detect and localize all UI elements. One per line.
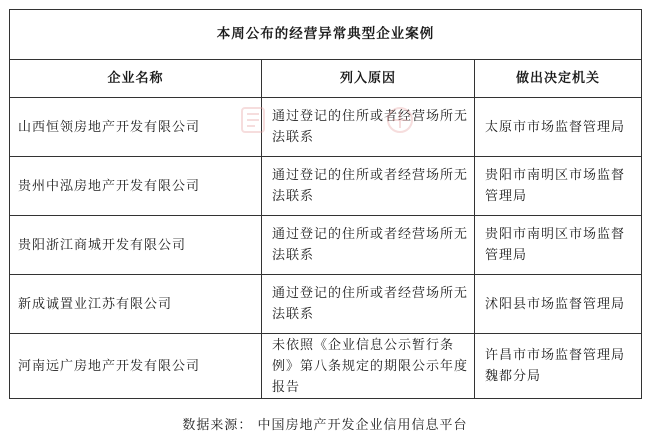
table-title: 本周公布的经营异常典型企业案例 — [10, 10, 642, 60]
table-row — [10, 334, 642, 399]
cell-authority: 贵阳市南明区市场监督管理局 — [475, 157, 642, 216]
header-reason: 列入原因 — [262, 60, 475, 98]
cell-authority: 沭阳县市场监督管理局 — [475, 275, 642, 334]
table-row — [10, 275, 642, 334]
data-source-note: 数据来源： 中国房地产开发企业信用信息平台 — [182, 418, 468, 433]
cell-company: 贵州中泓房地产开发有限公司 — [10, 157, 262, 216]
enterprise-case-table — [9, 9, 642, 399]
cell-authority: 许昌市市场监督管理局魏都分局 — [475, 334, 642, 399]
cell-company: 贵阳浙江商城开发有限公司 — [10, 216, 262, 275]
cell-company: 河南远广房地产开发有限公司 — [10, 334, 262, 399]
cell-reason: 通过登记的住所或者经营场所无法联系 — [262, 157, 475, 216]
table-row — [10, 98, 642, 157]
cell-authority: 贵阳市南明区市场监督管理局 — [475, 216, 642, 275]
cell-reason: 通过登记的住所或者经营场所无法联系 — [262, 98, 475, 157]
header-company: 企业名称 — [10, 60, 262, 98]
header-authority: 做出决定机关 — [475, 60, 642, 98]
cell-reason: 通过登记的住所或者经营场所无法联系 — [262, 216, 475, 275]
document-sheet — [9, 9, 641, 399]
cell-reason: 未依照《企业信息公示暂行条例》第八条规定的期限公示年度报告 — [262, 334, 475, 399]
table-row — [10, 216, 642, 275]
cell-reason: 通过登记的住所或者经营场所无法联系 — [262, 275, 475, 334]
table-row — [10, 157, 642, 216]
cell-authority: 太原市市场监督管理局 — [475, 98, 642, 157]
cell-company: 新成诚置业江苏有限公司 — [10, 275, 262, 334]
cell-company: 山西恒领房地产开发有限公司 — [10, 98, 262, 157]
